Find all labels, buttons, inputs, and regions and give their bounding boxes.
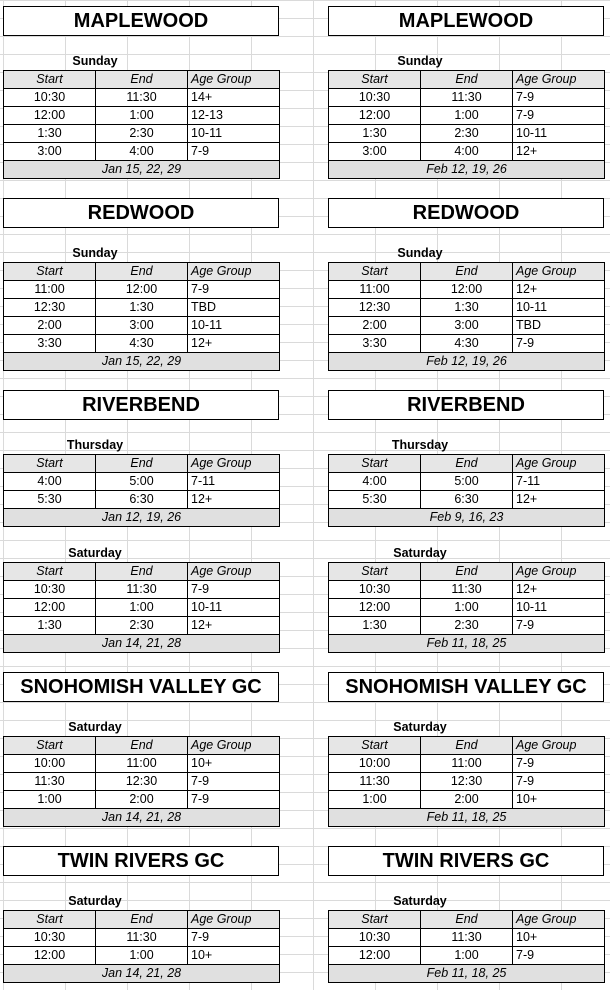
table-row xyxy=(329,773,605,791)
header-row xyxy=(329,911,605,929)
end-time: 5:00 xyxy=(421,473,513,491)
schedule-table xyxy=(328,454,605,527)
end-time: 11:30 xyxy=(421,929,513,947)
start-header: Start xyxy=(329,71,421,89)
end-time: 1:00 xyxy=(96,599,188,617)
schedule-table xyxy=(328,736,605,827)
table-row xyxy=(329,317,605,335)
end-time: 11:00 xyxy=(421,755,513,773)
header-row xyxy=(4,737,280,755)
start-time: 11:00 xyxy=(329,281,421,299)
header-row xyxy=(4,455,280,473)
age-group-header: Age Group xyxy=(513,455,605,473)
start-time: 1:00 xyxy=(4,791,96,809)
end-time: 2:00 xyxy=(96,791,188,809)
start-time: 12:30 xyxy=(329,299,421,317)
end-time: 11:30 xyxy=(96,89,188,107)
day-label: Saturday xyxy=(68,894,122,908)
start-time: 11:30 xyxy=(329,773,421,791)
age-group: 10-11 xyxy=(188,317,280,335)
start-header: Start xyxy=(4,71,96,89)
age-group-header: Age Group xyxy=(188,911,280,929)
end-time: 6:30 xyxy=(421,491,513,509)
end-time: 4:30 xyxy=(96,335,188,353)
start-time: 2:00 xyxy=(329,317,421,335)
end-time: 2:30 xyxy=(421,617,513,635)
table-row xyxy=(4,125,280,143)
day-label: Sunday xyxy=(72,54,118,68)
table-row xyxy=(329,473,605,491)
start-time: 5:30 xyxy=(329,491,421,509)
end-time: 11:30 xyxy=(421,89,513,107)
start-time: 10:00 xyxy=(329,755,421,773)
start-time: 10:30 xyxy=(4,581,96,599)
session-dates: Jan 12, 19, 26 xyxy=(4,509,280,527)
dates-row xyxy=(4,161,280,179)
end-time: 2:30 xyxy=(96,617,188,635)
age-group: 7-9 xyxy=(188,281,280,299)
table-row xyxy=(4,143,280,161)
end-time: 11:30 xyxy=(96,581,188,599)
age-group-header: Age Group xyxy=(188,737,280,755)
schedule-table xyxy=(328,70,605,179)
table-row xyxy=(4,947,280,965)
table-row xyxy=(4,491,280,509)
start-header: Start xyxy=(4,455,96,473)
end-time: 11:30 xyxy=(96,929,188,947)
day-label: Saturday xyxy=(393,546,447,560)
table-row xyxy=(329,491,605,509)
end-time: 2:30 xyxy=(421,125,513,143)
end-header: End xyxy=(96,71,188,89)
start-time: 1:30 xyxy=(4,125,96,143)
table-row xyxy=(4,929,280,947)
end-header: End xyxy=(96,455,188,473)
start-time: 10:30 xyxy=(4,89,96,107)
table-row xyxy=(4,317,280,335)
start-time: 11:30 xyxy=(4,773,96,791)
session-dates: Jan 15, 22, 29 xyxy=(4,353,280,371)
table-row xyxy=(329,581,605,599)
venue-title: TWIN RIVERS GC xyxy=(3,846,279,876)
day-label: Saturday xyxy=(393,720,447,734)
start-time: 10:30 xyxy=(329,581,421,599)
age-group: 12+ xyxy=(513,281,605,299)
end-time: 2:30 xyxy=(96,125,188,143)
day-label: Sunday xyxy=(397,246,443,260)
day-label: Thursday xyxy=(66,438,124,452)
end-header: End xyxy=(96,263,188,281)
table-row xyxy=(329,299,605,317)
table-row xyxy=(329,125,605,143)
start-time: 12:00 xyxy=(329,107,421,125)
table-row xyxy=(4,473,280,491)
age-group: 7-9 xyxy=(513,947,605,965)
venue-title: RIVERBEND xyxy=(3,390,279,420)
start-time: 3:30 xyxy=(329,335,421,353)
start-time: 3:00 xyxy=(4,143,96,161)
age-group-header: Age Group xyxy=(188,455,280,473)
venue-title: MAPLEWOOD xyxy=(3,6,279,36)
start-time: 5:30 xyxy=(4,491,96,509)
age-group: TBD xyxy=(188,299,280,317)
venue-title: MAPLEWOOD xyxy=(328,6,604,36)
end-header: End xyxy=(96,563,188,581)
session-dates: Jan 15, 22, 29 xyxy=(4,161,280,179)
age-group: 7-11 xyxy=(513,473,605,491)
end-time: 1:00 xyxy=(96,947,188,965)
age-group: 7-9 xyxy=(513,89,605,107)
table-row xyxy=(4,617,280,635)
start-header: Start xyxy=(329,263,421,281)
end-time: 3:00 xyxy=(421,317,513,335)
end-header: End xyxy=(421,455,513,473)
table-row xyxy=(329,143,605,161)
age-group: 10-11 xyxy=(513,299,605,317)
session-dates: Feb 11, 18, 25 xyxy=(329,635,605,653)
dates-row xyxy=(4,965,280,983)
dates-row xyxy=(4,809,280,827)
age-group: 7-9 xyxy=(188,929,280,947)
table-row xyxy=(329,599,605,617)
dates-row xyxy=(329,161,605,179)
end-time: 2:00 xyxy=(421,791,513,809)
table-row xyxy=(329,107,605,125)
age-group: TBD xyxy=(513,317,605,335)
schedule-table xyxy=(3,454,280,527)
venue-title: TWIN RIVERS GC xyxy=(328,846,604,876)
header-row xyxy=(329,263,605,281)
dates-row xyxy=(329,965,605,983)
age-group-header: Age Group xyxy=(513,71,605,89)
start-time: 12:00 xyxy=(4,947,96,965)
age-group: 7-9 xyxy=(513,755,605,773)
table-row xyxy=(4,773,280,791)
session-dates: Jan 14, 21, 28 xyxy=(4,635,280,653)
age-group: 12+ xyxy=(513,581,605,599)
session-dates: Feb 12, 19, 26 xyxy=(329,161,605,179)
dates-row xyxy=(329,809,605,827)
header-row xyxy=(329,563,605,581)
table-row xyxy=(4,281,280,299)
header-row xyxy=(329,737,605,755)
age-group: 7-9 xyxy=(188,581,280,599)
start-time: 12:00 xyxy=(4,599,96,617)
end-time: 1:00 xyxy=(421,107,513,125)
dates-row xyxy=(329,353,605,371)
start-header: Start xyxy=(329,911,421,929)
start-header: Start xyxy=(329,455,421,473)
age-group-header: Age Group xyxy=(188,563,280,581)
start-time: 1:30 xyxy=(4,617,96,635)
dates-row xyxy=(4,353,280,371)
end-time: 12:30 xyxy=(421,773,513,791)
day-label: Saturday xyxy=(68,546,122,560)
age-group: 12+ xyxy=(188,491,280,509)
age-group-header: Age Group xyxy=(513,737,605,755)
dates-row xyxy=(329,635,605,653)
start-header: Start xyxy=(4,563,96,581)
table-row xyxy=(4,599,280,617)
age-group: 7-9 xyxy=(188,791,280,809)
start-time: 3:00 xyxy=(329,143,421,161)
start-time: 10:00 xyxy=(4,755,96,773)
day-label: Saturday xyxy=(68,720,122,734)
start-time: 3:30 xyxy=(4,335,96,353)
dates-row xyxy=(4,509,280,527)
table-row xyxy=(329,617,605,635)
table-row xyxy=(4,791,280,809)
age-group: 7-9 xyxy=(188,773,280,791)
header-row xyxy=(4,911,280,929)
start-time: 10:30 xyxy=(329,929,421,947)
start-header: Start xyxy=(329,563,421,581)
end-time: 5:00 xyxy=(96,473,188,491)
age-group: 7-9 xyxy=(513,773,605,791)
venue-title: SNOHOMISH VALLEY GC xyxy=(328,672,604,702)
schedule-table xyxy=(3,910,280,983)
age-group: 14+ xyxy=(188,89,280,107)
day-label: Sunday xyxy=(397,54,443,68)
day-label: Thursday xyxy=(391,438,449,452)
schedule-table xyxy=(3,70,280,179)
end-time: 12:30 xyxy=(96,773,188,791)
table-row xyxy=(4,335,280,353)
age-group: 10-11 xyxy=(513,125,605,143)
end-header: End xyxy=(421,71,513,89)
age-group: 10-11 xyxy=(188,125,280,143)
end-time: 4:30 xyxy=(421,335,513,353)
start-time: 10:30 xyxy=(329,89,421,107)
start-header: Start xyxy=(329,737,421,755)
age-group: 10+ xyxy=(188,755,280,773)
dates-row xyxy=(4,635,280,653)
session-dates: Jan 14, 21, 28 xyxy=(4,809,280,827)
start-header: Start xyxy=(4,737,96,755)
end-time: 1:00 xyxy=(421,599,513,617)
age-group-header: Age Group xyxy=(188,71,280,89)
end-time: 6:30 xyxy=(96,491,188,509)
age-group: 10+ xyxy=(188,947,280,965)
table-row xyxy=(329,281,605,299)
start-time: 2:00 xyxy=(4,317,96,335)
age-group: 7-9 xyxy=(188,143,280,161)
header-row xyxy=(4,71,280,89)
age-group: 7-11 xyxy=(188,473,280,491)
session-dates: Jan 14, 21, 28 xyxy=(4,965,280,983)
table-row xyxy=(329,791,605,809)
start-time: 1:30 xyxy=(329,125,421,143)
start-time: 12:00 xyxy=(329,947,421,965)
dates-row xyxy=(329,509,605,527)
start-time: 4:00 xyxy=(4,473,96,491)
age-group: 10-11 xyxy=(513,599,605,617)
age-group: 12+ xyxy=(188,617,280,635)
end-time: 1:30 xyxy=(421,299,513,317)
age-group-header: Age Group xyxy=(188,263,280,281)
start-header: Start xyxy=(4,911,96,929)
age-group-header: Age Group xyxy=(513,911,605,929)
table-row xyxy=(4,581,280,599)
schedule-table xyxy=(3,562,280,653)
schedule-table xyxy=(328,910,605,983)
start-time: 1:30 xyxy=(329,617,421,635)
venue-title: REDWOOD xyxy=(3,198,279,228)
age-group: 10+ xyxy=(513,929,605,947)
age-group-header: Age Group xyxy=(513,563,605,581)
table-row xyxy=(329,89,605,107)
end-time: 12:00 xyxy=(96,281,188,299)
age-group-header: Age Group xyxy=(513,263,605,281)
venue-title: REDWOOD xyxy=(328,198,604,228)
age-group: 10-11 xyxy=(188,599,280,617)
schedule-table xyxy=(3,262,280,371)
age-group: 7-9 xyxy=(513,335,605,353)
venue-title: SNOHOMISH VALLEY GC xyxy=(3,672,279,702)
table-row xyxy=(4,89,280,107)
end-header: End xyxy=(421,263,513,281)
start-time: 10:30 xyxy=(4,929,96,947)
schedule-table xyxy=(328,262,605,371)
session-dates: Feb 12, 19, 26 xyxy=(329,353,605,371)
session-dates: Feb 11, 18, 25 xyxy=(329,809,605,827)
end-header: End xyxy=(421,737,513,755)
end-time: 11:30 xyxy=(421,581,513,599)
age-group: 12+ xyxy=(513,143,605,161)
start-time: 11:00 xyxy=(4,281,96,299)
schedule-table xyxy=(328,562,605,653)
table-row xyxy=(4,107,280,125)
start-header: Start xyxy=(4,263,96,281)
end-time: 12:00 xyxy=(421,281,513,299)
header-row xyxy=(329,455,605,473)
table-row xyxy=(4,299,280,317)
venue-title: RIVERBEND xyxy=(328,390,604,420)
age-group: 7-9 xyxy=(513,107,605,125)
table-row xyxy=(4,755,280,773)
table-row xyxy=(329,929,605,947)
start-time: 12:00 xyxy=(329,599,421,617)
start-time: 12:30 xyxy=(4,299,96,317)
schedule-table xyxy=(3,736,280,827)
day-label: Saturday xyxy=(393,894,447,908)
end-header: End xyxy=(96,737,188,755)
header-row xyxy=(4,263,280,281)
age-group: 12+ xyxy=(188,335,280,353)
table-row xyxy=(329,947,605,965)
end-time: 11:00 xyxy=(96,755,188,773)
table-row xyxy=(329,755,605,773)
end-time: 1:30 xyxy=(96,299,188,317)
age-group: 12-13 xyxy=(188,107,280,125)
table-row xyxy=(329,335,605,353)
header-row xyxy=(329,71,605,89)
end-time: 1:00 xyxy=(421,947,513,965)
age-group: 10+ xyxy=(513,791,605,809)
day-label: Sunday xyxy=(72,246,118,260)
end-header: End xyxy=(96,911,188,929)
end-time: 3:00 xyxy=(96,317,188,335)
age-group: 12+ xyxy=(513,491,605,509)
header-row xyxy=(4,563,280,581)
start-time: 1:00 xyxy=(329,791,421,809)
start-time: 12:00 xyxy=(4,107,96,125)
end-time: 1:00 xyxy=(96,107,188,125)
end-header: End xyxy=(421,563,513,581)
session-dates: Feb 11, 18, 25 xyxy=(329,965,605,983)
end-time: 4:00 xyxy=(96,143,188,161)
age-group: 7-9 xyxy=(513,617,605,635)
end-header: End xyxy=(421,911,513,929)
end-time: 4:00 xyxy=(421,143,513,161)
start-time: 4:00 xyxy=(329,473,421,491)
session-dates: Feb 9, 16, 23 xyxy=(329,509,605,527)
